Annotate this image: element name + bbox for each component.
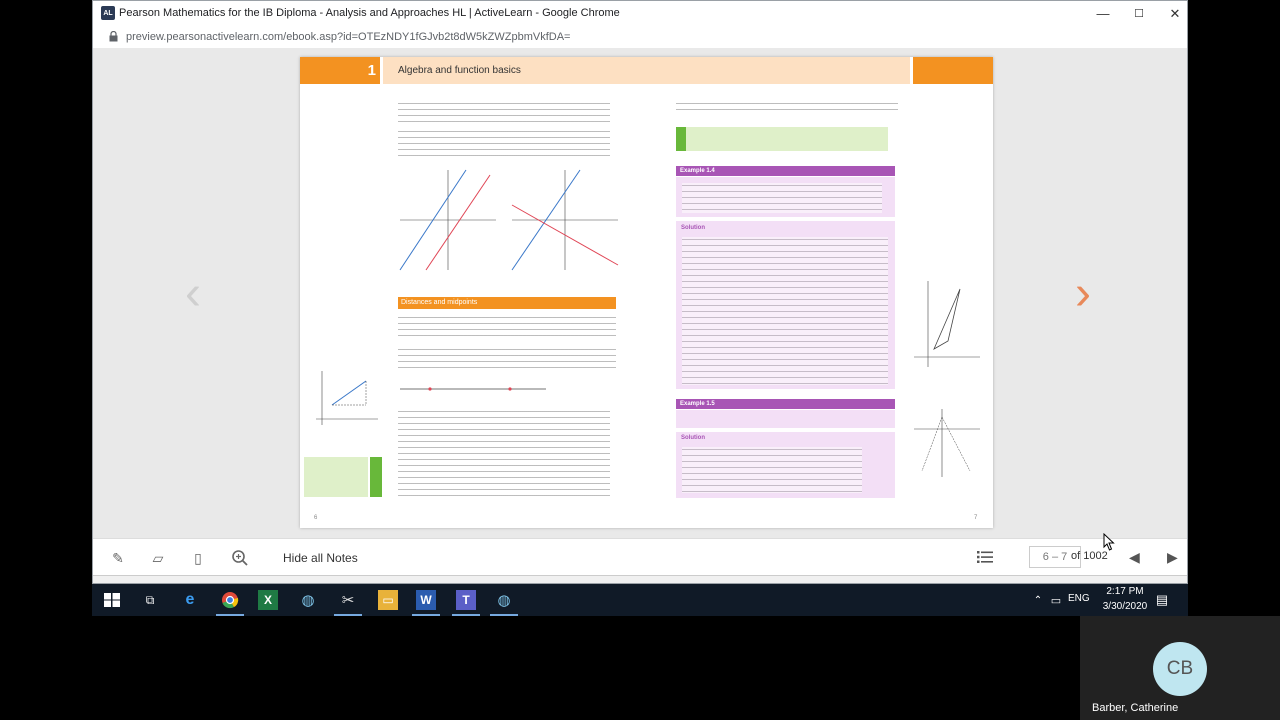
- solution-text: [682, 237, 888, 385]
- hide-all-notes-button[interactable]: Hide all Notes: [283, 551, 358, 565]
- clock-time[interactable]: 2:17 PM: [1106, 586, 1144, 597]
- solution-label: Solution: [681, 435, 705, 441]
- note-lock-icon[interactable]: [676, 127, 686, 151]
- url-text[interactable]: preview.pearsonactivelearn.com/ebook.asp?id=OTEzNDY1fGJvb2t8dW5kZWZpbmVkfDA=: [126, 31, 571, 43]
- solution-label: Solution: [681, 225, 705, 231]
- clock-date[interactable]: 3/30/2020: [1102, 601, 1148, 612]
- next-page-arrow-icon[interactable]: ›: [1075, 267, 1091, 320]
- page-icon[interactable]: ▯: [194, 549, 202, 566]
- chapter-number: 1: [300, 57, 380, 84]
- example-box: [676, 410, 895, 428]
- section-heading: Distances and midpoints: [398, 297, 616, 309]
- video-participant-tile: [1080, 616, 1280, 720]
- figure-distance-diagram: [314, 369, 380, 427]
- open-app-indicator: [412, 614, 440, 616]
- figure-perpendicular-lines: [510, 165, 620, 277]
- close-button[interactable]: ✕: [1169, 5, 1181, 21]
- mouse-cursor-icon: [1103, 533, 1115, 551]
- chevron-up-icon[interactable]: ⌃: [1033, 594, 1043, 606]
- figure-triangle-diagram: [912, 279, 982, 389]
- active-app-indicator: [216, 614, 244, 616]
- pen-icon[interactable]: ✎: [112, 549, 124, 566]
- teams-icon[interactable]: T: [456, 590, 476, 610]
- open-app-indicator: [452, 614, 480, 616]
- address-bar[interactable]: [93, 26, 1187, 48]
- avatar: CB: [1153, 642, 1207, 696]
- maximize-button[interactable]: ☐: [1134, 8, 1144, 20]
- note-icon[interactable]: ▱: [152, 549, 164, 566]
- chrome-icon[interactable]: [220, 590, 240, 610]
- chapter-title: Algebra and function basics: [398, 65, 521, 76]
- windows-taskbar: [92, 584, 1188, 616]
- notification-icon[interactable]: ▤: [1155, 592, 1169, 607]
- app-icon: AL: [101, 6, 115, 20]
- open-app-indicator: [490, 614, 518, 616]
- zoom-icon[interactable]: [231, 549, 249, 567]
- horizontal-scrollbar[interactable]: [93, 575, 1187, 584]
- example-heading: Example 1.4: [676, 166, 895, 176]
- lock-icon: [109, 31, 118, 42]
- figure-parallel-lines: [398, 165, 498, 277]
- reader-toolbar: [93, 538, 1187, 575]
- note-lock-icon[interactable]: [370, 457, 382, 497]
- previous-page-arrow-icon[interactable]: ‹: [185, 267, 201, 320]
- chrome-window: [92, 0, 1188, 584]
- paragraph: [398, 315, 616, 339]
- task-view-icon[interactable]: ⧉: [145, 592, 155, 607]
- margin-note: [304, 457, 368, 497]
- chapter-header-end: [913, 57, 993, 84]
- open-app-indicator: [334, 614, 362, 616]
- internet-explorer-icon[interactable]: e: [185, 591, 195, 608]
- paragraph: [398, 129, 610, 159]
- table-of-contents-icon[interactable]: [977, 550, 993, 564]
- page-number-input[interactable]: 6 – 7: [1029, 546, 1081, 568]
- paragraph: [398, 409, 610, 499]
- ebook-reader: [93, 48, 1187, 538]
- windows-start-icon[interactable]: [102, 590, 122, 610]
- solution-text: [682, 447, 862, 493]
- language-indicator[interactable]: ENG: [1068, 593, 1090, 604]
- page-total: of 1002: [1071, 550, 1108, 562]
- left-page-number: 6: [314, 515, 318, 521]
- globe-icon[interactable]: ◍: [497, 592, 511, 609]
- minimize-button[interactable]: —: [1096, 6, 1110, 21]
- previous-page-button-icon[interactable]: ◀: [1129, 549, 1140, 565]
- word-icon[interactable]: W: [416, 590, 436, 610]
- next-page-button-icon[interactable]: ▶: [1167, 549, 1178, 565]
- network-icon[interactable]: ▭: [1050, 594, 1062, 607]
- margin-note: [686, 127, 888, 151]
- globe-icon[interactable]: ◍: [301, 592, 315, 609]
- example-text: [682, 183, 882, 213]
- right-page-number: 7: [974, 515, 978, 521]
- book-spread: [300, 57, 993, 528]
- number-line-figure: [398, 379, 548, 401]
- paragraph: [676, 101, 898, 113]
- paragraph: [398, 101, 610, 125]
- excel-icon[interactable]: X: [258, 590, 278, 610]
- title-bar: [93, 1, 1187, 26]
- file-explorer-icon[interactable]: ▭: [378, 590, 398, 610]
- window-title: Pearson Mathematics for the IB Diploma - Analysis and Approaches HL | ActiveLearn - Google Chrome: [119, 7, 620, 19]
- figure-points-graph: [912, 407, 982, 497]
- snipping-tool-icon[interactable]: ✂: [341, 592, 355, 609]
- participant-name: Barber, Catherine: [1092, 702, 1179, 714]
- paragraph: [398, 347, 616, 371]
- example-heading: Example 1.5: [676, 399, 895, 409]
